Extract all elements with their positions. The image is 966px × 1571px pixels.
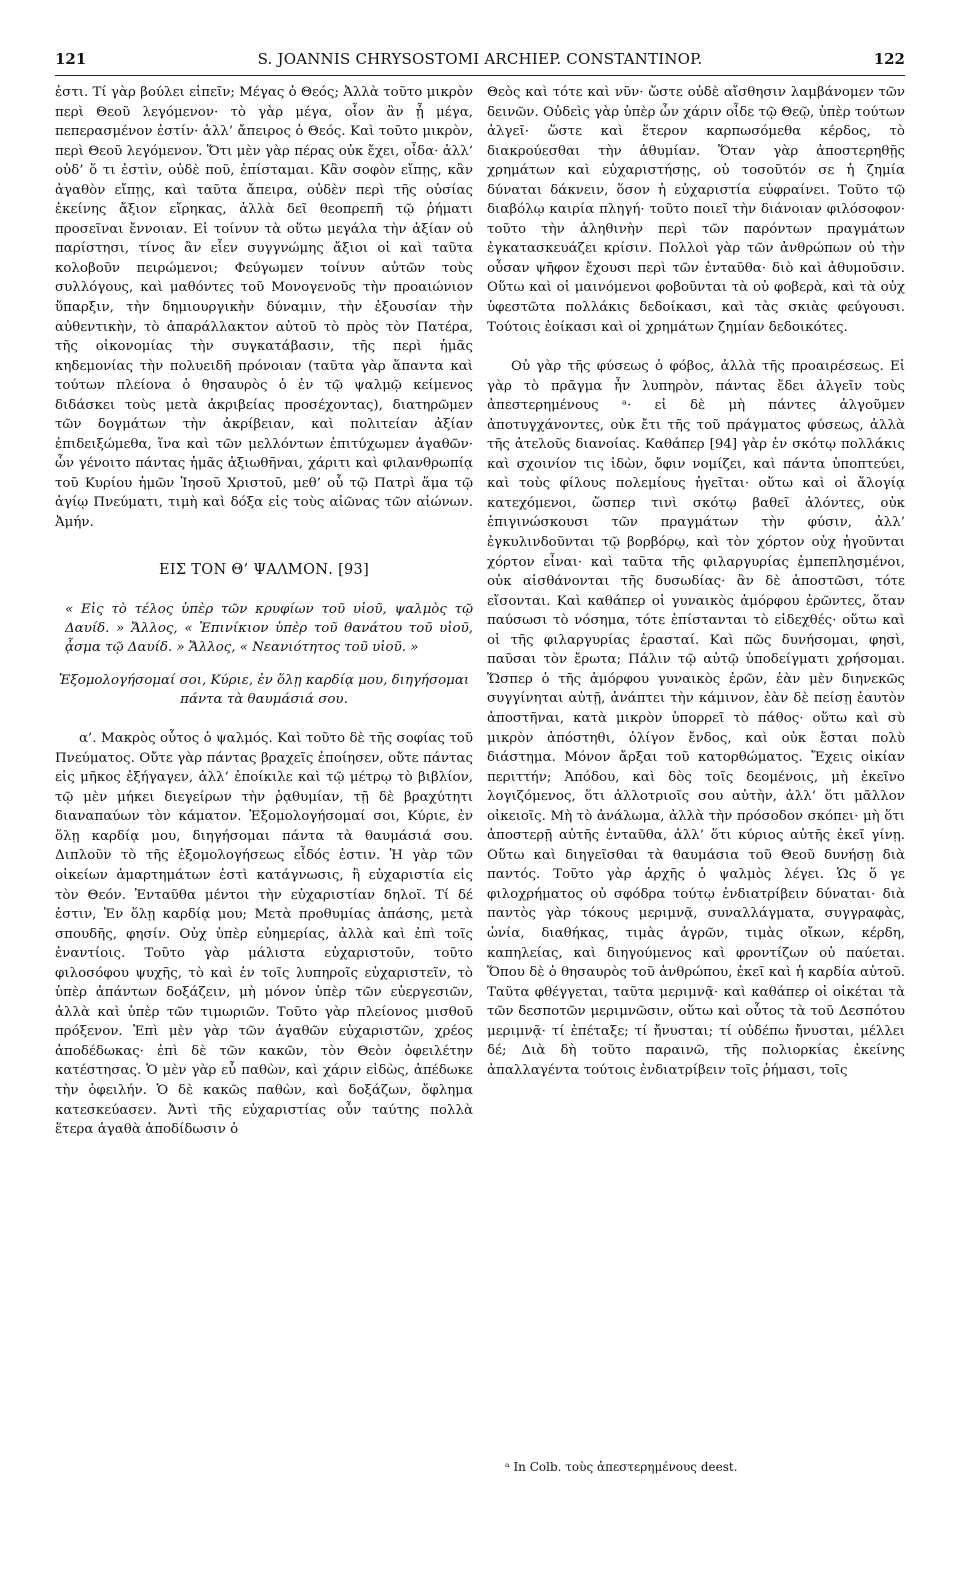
psalm-verse: Ἐξομολογήσομαί σοι, Κύριε, ἐν ὅλῃ καρδίᾳ μου, διηγήσομαι πάντα τὰ θαυμάσιά σου. bbox=[58, 673, 470, 708]
left-column bbox=[55, 83, 473, 1140]
paragraph-left-1: ἐστι. Τί γὰρ βούλει εἰπεῖν; Μέγας ὁ Θεός; Ἀλλὰ τοῦτο μικρὸν περὶ Θεοῦ λεγόμενον· τὸ γὰρ μέγα, οἷον ἂν ᾖ μέγα, πεπερασμένον ἐστίν· ἀλλ’ ἄπειρος ὁ Θεός. Καὶ τοῦτο μικρὸν, περὶ Θεοῦ λεγόμενον. Ὅτι μὲν γὰρ πέρας οὐκ ἔχει, οἶδα· ἀλλ’ οὐδ’ ὅ τι ἐστὶν, οὐδὲ ποῦ, ἐπίσταμαι. Κἂν σοφὸν εἴπῃς, κἂν ἀγαθὸν εἴπῃς, καὶ ταῦτα ἄπειρα, οὐδὲν περὶ τῆς οὐσίας ἐκείνης ἄξιον εἴρηκας, ἀλλὰ δεῖ θεοπρεπῆ τῷ ῥήματι προσεῖναι ἔννοιαν. Εἰ τοίνυν τὰ οὕτω μεγάλα τὴν ἀξίαν οὐ παρίστησι, τίνος ἂν εἶεν συγγνώμης ἄξιοι οἱ καὶ ταῦτα κολοβοῦν πειρώμενοι; Φεύγωμεν τοίνυν αὐτῶν τοὺς συλλόγους, καὶ μαθόντες τοῦ Μονογενοῦς τὴν προαιώνιον ὕπαρξιν, τὴν δημιουργικὴν δύναμιν, τὴν ἐξουσίαν τὴν αὐθεντικὴν, τὸ ἀπαράλλακτον αὐτοῦ τὸ πρὸς τὸν Πατέρα, τῆς οἰκονομίας τὴν συγκατάβασιν, τῆς περὶ ἡμᾶς κηδεμονίας τὴν πολυειδῆ πρόνοιαν (ταῦτα γὰρ ἅπαντα καὶ τούτων πλείονα ὁ θησαυρὸς ὁ ἐν τῷ ψαλμῷ κείμενος διδάσκει τοὺς μετὰ ἀκριβείας προσέχοντας), διατηρῶμεν τῶν δογμάτων τὴν ἀκρίβειαν, καὶ πολιτείαν ἀξίαν ἐπιδειξώμεθα, ἵνα καὶ τῶν μελλόντων ἐπιτύχωμεν ἀγαθῶν· ὧν γένοιτο πάντας ἡμᾶς ἀξιωθῆναι, χάριτι καὶ φιλανθρωπίᾳ τοῦ Κυρίου ἡμῶν Ἰησοῦ Χριστοῦ, μεθ’ οὗ τῷ Πατρὶ ἅμα τῷ ἁγίῳ Πνεύματι, τιμὴ καὶ δόξα εἰς τοὺς αἰῶνας τῶν αἰώνων. Ἀμήν. bbox=[55, 85, 473, 531]
paragraph-right-1: Θεὸς καὶ τότε καὶ νῦν· ὥστε οὐδὲ αἴσθησιν λαμβάνομεν τῶν δεινῶν. Οὐδεὶς γὰρ ὑπὲρ ὧν χάριν οἶδε τῷ Θεῷ, ὑπὲρ τούτων ἀλγεῖ· ὥστε καὶ ἕτερον καρπωσόμεθα κέρδος, τὸ διακρούεσθαι τὴν ἀθυμίαν. Ὅταν γὰρ ἀποστερηθῇς χρημάτων καὶ εὐχαριστήσῃς, οὐ τοσοῦτόν σε ἡ ζημία δύναται δάκνειν, ὅσον ἡ εὐχαριστία εὐφραίνει. Τοῦτο τῷ διαβόλῳ καιρία πληγή· τοῦτο ποιεῖ τὴν διάνοιαν φιλόσοφον· τοῦτο τὴν ἀληθινὴν περὶ τῶν παρόντων πραγμάτων ἐγκατασκευάζει κρίσιν. Πολλοὶ γὰρ τῶν ἀνθρώπων οὐ τὴν οὖσαν ψῆφον ἔχουσι περὶ τῶν ἐνταῦθα· διὸ καὶ ἀθυμοῦσιν. Οὕτω καὶ οἱ μαινόμενοι φοβοῦνται τὰ οὐ φοβερὰ, καὶ τὰ οὐχ ὑφεστῶτα πολλάκις δεδοίκασι, καὶ τὰς σκιὰς φεύγουσι. Τούτοις ἐοίκασι καὶ οἱ χρημάτων ζημίαν δεδοικότες. bbox=[487, 85, 905, 335]
paragraph-right-2: Οὐ γὰρ τῆς φύσεως ὁ φόβος, ἀλλὰ τῆς προαιρέσεως. Εἰ γὰρ τὸ πρᾶγμα ἦν λυπηρὸν, πάντας ἔδει ἀλγεῖν τοὺς ἀπεστερημένους ᵃ· εἰ δὲ μὴ πάντες ἀλγοῦμεν ἀποτυγχάνοντες, οὐκ ἔτι τῆς τοῦ πράγματος φύσεως, ἀλλὰ τῆς ἀτελοῦς διανοίας. Καθάπερ [94] γὰρ ἐν σκότῳ πολλάκις καὶ σχοινίον τις ἰδὼν, ὄφιν νομίζει, καὶ πάντα ὑποπτεύει, καὶ τοὺς φίλους πολεμίους ἡγεῖται· οὕτω καὶ οἱ ἄλογίᾳ κατεχόμενοι, ὥσπερ τινὶ σκότῳ βαθεῖ ἁλόντες, οὐκ ἐπιγινώσκουσι τῶν πραγμάτων τὴν φύσιν, ἀλλ’ ἐγκυλινδοῦνται τῷ βορβόρῳ, καὶ τὸν χόρτον οὐχ ἡγοῦνται χόρτον εἶναι· καὶ ταῦτα τῆς φιλαργυρίας ἐμπεπλησμένοι, οὐκ αἰσθάνονται τῆς δυσωδίας· ἂν δὲ ἀποστῶσι, τότε εἴσονται. Καὶ καθάπερ οἱ γυναικὸς ἀμόρφου ἐρῶντες, ὅταν παύσωσι τὸ νόσημα, τότε ἐπίστανται τὸ εἰδεχθές· οὕτω καὶ οἱ τῆς φιλαργυρίας ἐρασταί. Καὶ πῶς δυνήσομαι, φησὶ, παῦσαι τὸν ἔρωτα; Πάλιν τῷ αὐτῷ ὑποδείγματι χρήσομαι. Ὥσπερ ὁ τῆς ἀμόρφου γυναικὸς ἐρῶν, ἐὰν μὲν διηνεκῶς συγγίνηται αὐτῇ, ἀνάπτει τὴν κάμινον, ἐὰν δὲ πείσῃ ἑαυτὸν ἀποστῆναι, κατὰ μικρὸν ὑπορρεῖ τὸ πάθος· οὕτω καὶ σὺ μικρὸν ἀπόστηθι, ὀλίγον ἔνδος, καὶ οὐκ ἔσται πολὺ διάστημα. Μόνον ἄρξαι τοῦ κατορθώματος. Ἔχεις οἰκίαν περιττήν; Ἀπόδου, καὶ δὸς τοῖς δεομένοις, μὴ ἐκεῖνο λογιζόμενος, ὅτι ἀλλοτριοῖς σου αὐτὴν, ἀλλ’ ὅτι μᾶλλον οἰκειοῖς. Μὴ τὸ ἀνάλωμα, ἀλλὰ τὴν πρόσοδον σκόπει· μὴ ὅτι ἀποστερῇ αὐτῆς ἐνταῦθα, ἀλλ’ ὅτι κύριος αὐτῆς ἐκεῖ γίνῃ. Οὕτω καὶ διηγεῖσθαι τὰ θαυμάσια τοῦ Θεοῦ δυνήσῃ διὰ παντός. Τοῦτο γὰρ ἀρχῆς ὁ ψαλμὸς λέγει. Ὡς ὅ γε φιλοχρήματος οὐ σφόδρα τούτῳ ἐνδιατρίβειν δύναται· διὰ παντὸς γὰρ τόκους μεριμνᾷ, συναλλάγματα, συγγραφὰς, ὠνία, διαθήκας, τιμὰς ἀγρῶν, τιμὰς οἴκων, κέρδη, καπηλείας, καὶ διηγούμενος καὶ φροντίζων οὐ παύεται. Ὅπου δὲ ὁ θησαυρὸς τοῦ ἀνθρώπου, ἐκεῖ καὶ ἡ καρδία αὐτοῦ. Ταῦτα φθέγγεται, ταῦτα μεριμνᾷ· καὶ καθάπερ οἱ οἰκέται τὰ τῶν δεσποτῶν μεριμνῶσιν, οὕτω καὶ οὗτος τὰ τοῦ Δεσπότου μεριμνᾷ· τί ἐπέταξε; τί ἤνυσται; τί οὐδέπω ἤνυσται, μέλλει δέ; Διὰ δὴ τοῦτο παραινῶ, τῆς πολιορκίας ἐκείνης ἀπαλλαγέντα τούτοις ἐνδιατρίβειν τοῖς ῥήμασι, τοῖς bbox=[487, 359, 905, 1078]
psalm-epigraph: « Εἰς τὸ τέλος ὑπὲρ τῶν κρυφίων τοῦ υἱοῦ, ψαλμὸς τῷ Δαυίδ. » Ἄλλος, « Ἐπινίκιον ὑπὲρ τοῦ θανάτου τοῦ υἱοῦ, ᾆσμα τῷ Δαυίδ. » Ἄλλος, « Νεανιότητος τοῦ υἱοῦ. » bbox=[65, 602, 473, 656]
header-rule bbox=[55, 75, 905, 76]
page-number-right: 122 bbox=[873, 50, 905, 68]
running-header bbox=[55, 50, 905, 76]
footnote: ᵃ In Colb. τοὺς ἀπεστερημένους deest. bbox=[505, 1460, 738, 1474]
paragraph-gap bbox=[487, 337, 905, 357]
page-number-left: 121 bbox=[55, 50, 87, 68]
paragraph-left-2: α’. Μακρὸς οὗτος ὁ ψαλμός. Καὶ τοῦτο δὲ τῆς σοφίας τοῦ Πνεύματος. Οὔτε γὰρ πάντας βραχεῖς ἐποίησεν, οὔτε πάντας εἰς μῆκος ἐξήγαγεν, ἀλλ’ ἐποίκιλε καὶ τῷ μέτρῳ τὸ βιβλίον, τῷ μὲν μήκει διεγείρων τὴν ῥᾳθυμίαν, τῇ δὲ βραχύτητι διαναπαύων τὸν κάματον. Ἐξομολογήσομαί σοι, Κύριε, ἐν ὅλῃ καρδίᾳ μου, διηγήσομαι πάντα τὰ θαυμάσιά σου. Διπλοῦν τὸ τῆς ἐξομολογήσεως εἶδός ἐστιν. Ἡ γὰρ τῶν οἰκείων ἁμαρτημάτων ἐστὶ κατάγνωσις, ἢ εὐχαριστία εἰς τὸν Θεόν. Ἐνταῦθα μέντοι τὴν εὐχαριστίαν δηλοῖ. Τί δέ ἐστιν, Ἐν ὅλῃ καρδίᾳ μου; Μετὰ προθυμίας ἁπάσης, μετὰ σπουδῆς, φησίν. Οὐχ ὑπὲρ εὐημερίας, ἀλλὰ καὶ ἐπὶ τοῖς ἐναντίοις. Τοῦτο γὰρ μάλιστα εὐχαριστοῦν, τοῦτο φιλοσόφου ψυχῆς, τὸ καὶ ἐν τοῖς λυπηροῖς εὐχαριστεῖν, τὸ ὑπὲρ ἁπάντων δοξάζειν, μὴ μόνον ὑπὲρ τῶν εὐεργεσιῶν, ἀλλὰ καὶ ὑπὲρ τῶν τιμωριῶν. Τοῦτο γὰρ πλείονος μισθοῦ πρόξενον. Ἐπὶ μὲν γὰρ τῶν ἀγαθῶν εὐχαριστῶν, χρέος ἀποδέδωκας· ἐπὶ δὲ τῶν κακῶν, τὸν Θεὸν ὀφειλέτην κατέστησας. Ὁ μὲν γὰρ εὖ παθὼν, καὶ χάριν εἰδὼς, ἀπέδωκε τὴν ὀφειλήν. Ὁ δὲ κακῶς παθὼν, καὶ δοξάζων, ὄφλημα κατεσκεύασεν. Ἀντὶ τῆς εὐχαριστίας οὖν ταύτης πολλὰ ἕτερα ἀγαθὰ ἀποδίδωσιν ὁ bbox=[55, 731, 473, 1138]
right-column bbox=[487, 83, 905, 1080]
section-title: ΕΙΣ ΤΟΝ Θ’ ΨΑΛΜΟΝ. [93] bbox=[158, 561, 370, 578]
running-title: S. JOANNIS CHRYSOSTOMI ARCHIEP. CONSTANTINOP. bbox=[257, 50, 703, 68]
